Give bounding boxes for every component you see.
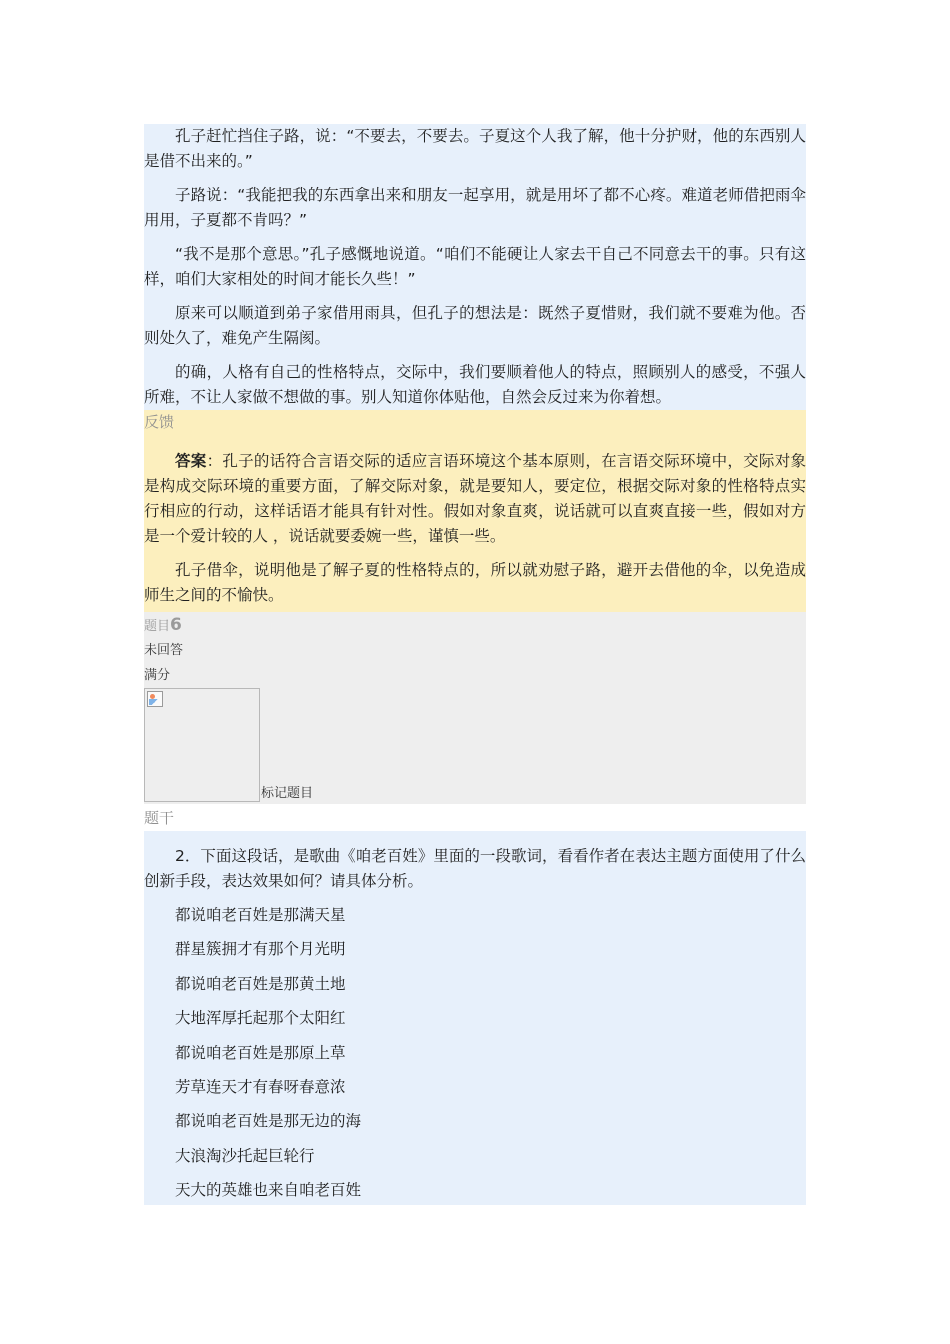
flag-image[interactable] [144,688,260,802]
question-score: 满分 [144,668,171,683]
lyric-line: 都说咱老百姓是那无边的海 [175,1112,362,1131]
stem-label: 题干 [144,804,806,831]
feedback-section [144,410,806,612]
flag-question-label[interactable]: 标记题目 [261,786,314,801]
question-number-value: 6 [170,615,182,635]
broken-image-icon [147,691,163,707]
story-paragraph: 孔子赶忙挡住子路，说：“不要去，不要去。子夏这个人我了解，他十分护财，他的东西别人是借不出来的。” [144,127,806,170]
story-paragraph: “我不是那个意思。”孔子感慨地说道。“咱们不能硬让人家去干自己不同意去干的事。只有这样，咱们大家相处的时间才能长久些！” [144,245,806,288]
answer-label: 答案 [175,452,207,470]
lyric-line: 都说咱老百姓是那黄土地 [175,974,346,993]
lyric-line: 天大的英雄也来自咱老百姓 [175,1181,362,1200]
lyric-line: 大浪淘沙托起巨轮行 [175,1146,315,1165]
lyric-line: 芳草连天才有春呀春意浓 [175,1077,346,1096]
feedback-answer [144,435,806,558]
question-status: 未回答 [144,643,184,658]
lyric-line: 都说咱老百姓是那满天星 [175,906,346,924]
lyrics-list [144,903,806,1205]
lyric-line: 群星簇拥才有那个月光明 [175,940,346,959]
story-paragraph: 原来可以顺道到弟子家借用雨具，但孔子的想法是：既然子夏惜财，我们就不要难为他。否则处久了，难免产生隔阂。 [144,304,806,347]
feedback-label: 反馈 [144,413,175,431]
page-content [144,124,806,1205]
question-info [144,612,806,804]
story-section [144,124,806,410]
feedback-paragraph: 孔子借伞，说明他是了解子夏的性格特点的，所以就劝慰子路，避开去借他的伞，以免造成师生之间的不愉快。 [144,561,806,604]
answer-text: ：孔子的话符合言语交际的适应言语环境这个基本原则，在言语交际环境中，交际对象是构成交际环境的重要方面，了解交际对象，就是要知人，要定位，根据交际对象的性格特点实行相应的行动，这样话语才能具有针对性。假如对象直爽，说话就可以直爽直接一些，假如对方是一个爱计较的人 ，说话就要委婉一些，谨慎一些。 [144,452,806,545]
question-stem [144,804,806,1205]
lyric-line: 都说咱老百姓是那原上草 [175,1043,346,1062]
lyric-line: 大地浑厚托起那个太阳红 [175,1009,346,1028]
flag-question[interactable] [144,688,806,804]
story-paragraph: 的确，人格有自己的性格特点，交际中，我们要顺着他人的特点，照顾别人的感受，不强人所难，不让人家做不想做的事。别人知道你体贴他，自然会反过来为你着想。 [144,363,806,406]
question-title-prefix: 题目 [144,619,171,634]
story-paragraph: 子路说：“我能把我的东西拿出来和朋友一起享用，就是用坏了都不心疼。难道老师借把雨伞用用，子夏都不肯吗？” [144,186,806,229]
question-prompt: 2．下面这段话，是歌曲《咱老百姓》里面的一段歌词，看看作者在表达主题方面使用了什么创新手段，表达效果如何？请具体分析。 [144,847,806,890]
question-number [144,612,806,638]
